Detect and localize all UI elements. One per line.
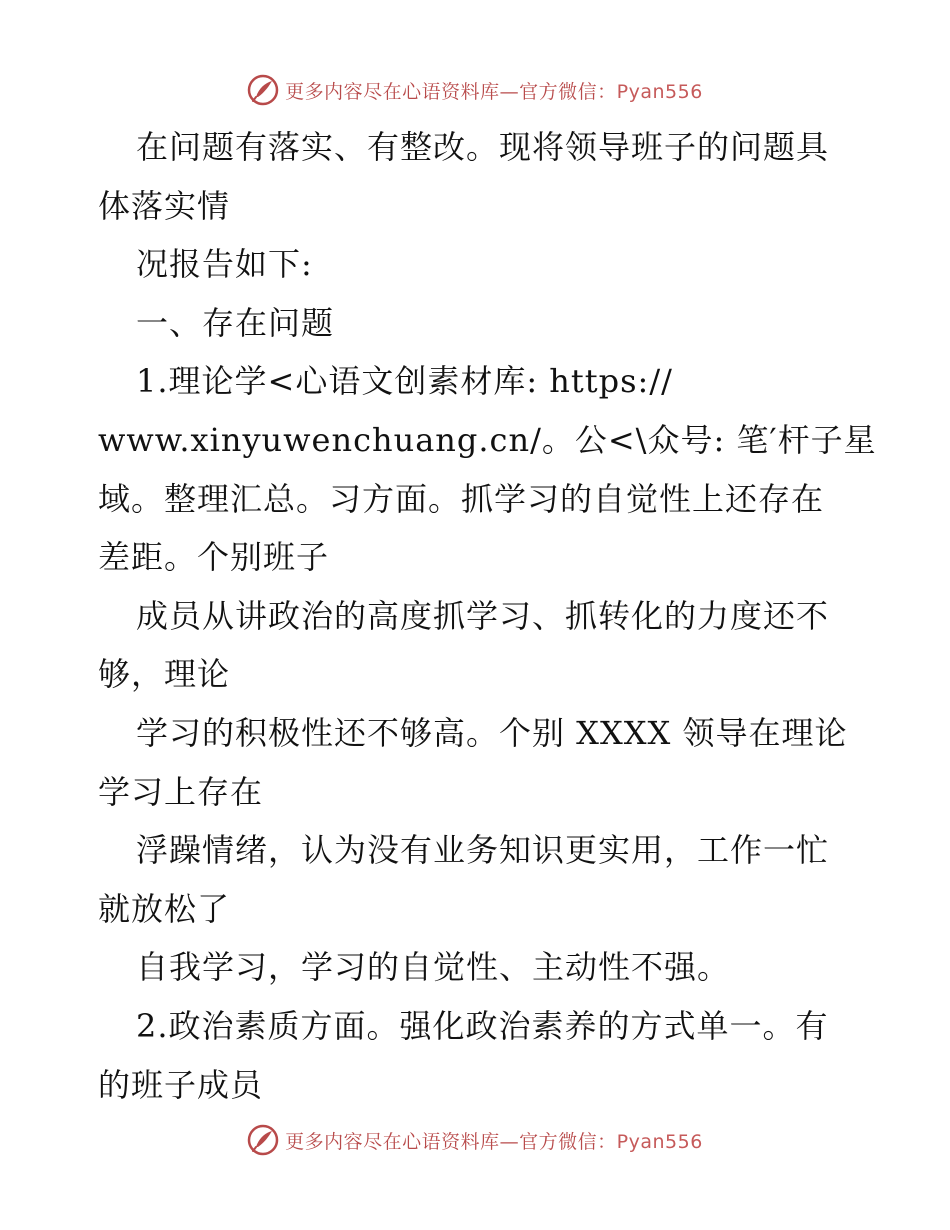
header-watermark-banner bbox=[0, 70, 950, 110]
footer-watermark-banner bbox=[0, 1120, 950, 1160]
wechat-id: Pyan556 bbox=[616, 80, 703, 103]
text-line: 1.理论学<心语文创素材库: https:// bbox=[136, 362, 673, 401]
watermark-text: 更多内容尽在心语资料库—官方微信：Pyan556 bbox=[285, 80, 703, 103]
feather-quill-logo-icon bbox=[247, 74, 279, 106]
text-line: 在问题有落实、有整改。现将领导班子的问题具 bbox=[136, 128, 830, 166]
text-line: 就放松了 bbox=[98, 889, 231, 928]
text-line: 够，理论 bbox=[98, 655, 231, 694]
text-line: 学习上存在 bbox=[98, 772, 264, 811]
text-line: 的班子成员 bbox=[98, 1065, 264, 1104]
text-line: 域。整理汇总。习方面。抓学习的自觉性上还存在 bbox=[98, 479, 825, 518]
text-line: 2.政治素质方面。强化政治素养的方式单一。有 bbox=[136, 1006, 829, 1045]
feather-quill-logo-icon bbox=[247, 1124, 279, 1156]
text-line: 一、存在问题 bbox=[136, 303, 335, 342]
text-line: 差距。个别班子 bbox=[98, 538, 330, 577]
text-line: 况报告如下: bbox=[136, 245, 313, 284]
text-line: 学习的积极性还不够高。个别 XXXX 领导在理论 bbox=[136, 713, 848, 752]
text-line: 成员从讲政治的高度抓学习、抓转化的力度还不 bbox=[136, 596, 830, 635]
wechat-id: Pyan556 bbox=[616, 1130, 703, 1153]
text-line: www.xinyuwenchuang.cn/。公<\众号: 笔′杆子星 bbox=[98, 420, 877, 459]
watermark-text: 更多内容尽在心语资料库—官方微信：Pyan556 bbox=[285, 1130, 703, 1153]
document-body bbox=[98, 118, 877, 1114]
text-line: 体落实情 bbox=[98, 186, 231, 225]
text-line: 浮躁情绪，认为没有业务知识更实用，工作一忙 bbox=[136, 831, 830, 870]
text-line: 自我学习，学习的自觉性、主动性不强。 bbox=[136, 948, 731, 987]
